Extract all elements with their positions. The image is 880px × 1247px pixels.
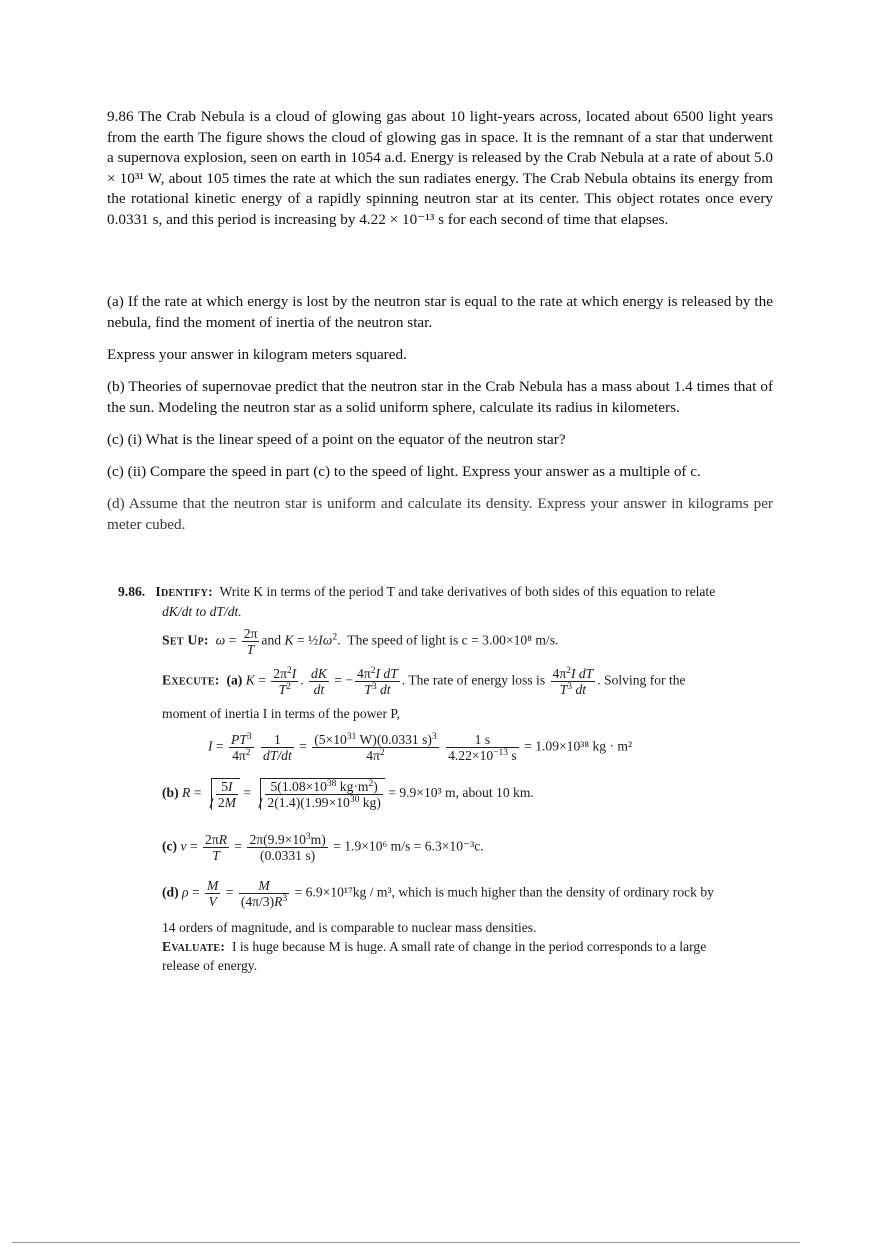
result-b: = 9.9×10³ m, about 10 km. xyxy=(388,785,534,801)
part-c-ii: (c) (ii) Compare the speed in part (c) to the speed of light. Express your answer as a multiple of c. xyxy=(107,463,701,480)
result-c: = 1.9×10⁶ m/s = 6.3×10⁻³c. xyxy=(333,838,484,854)
execute-a-text-2: Solving for the xyxy=(604,672,686,688)
part-b: (b) Theories of supernovae predict that the neutron star in the Crab Nebula has a mass about 1.4 times that of the sun. Modeling the neutron star as a solid uniform sphere, calculate its radius in kilometers. xyxy=(107,378,773,416)
solution-number: 9.86. xyxy=(118,584,146,599)
part-a: (a) If the rate at which energy is lost by the neutron star is equal to the rate at which energy is released by the nebula, find the moment of inertia of the neutron star. xyxy=(107,293,773,331)
evaluate-text-2: release of energy. xyxy=(162,958,258,973)
equation-c: (c) v = $\frac{2\pi R}{T}$ = $\frac{2\pi(9.9\times 10^3m)}{(0.0331 s)}$ = 1.9×10⁶ m/s = 6.3×10⁻³c. xyxy=(162,832,484,863)
problem-intro: 9.86 The Crab Nebula is a cloud of glowing gas about 10 light-years across, located about 6500 light years from the earth The figure shows the cloud of glowing gas in space. It is the remnant of a star that underwent a supernova explosion, seen on earth in 1054 a.d. Energy is released by the Crab Nebula at a rate of about 5.0 × 10³¹ W, about 105 times the rate at which the sun radiates energy. The Crab Nebula obtains its energy from the rotational kinetic energy of a rapidly spinning neutron star at its center. This object rotates once every 0.0331 s, and this period is increasing by 4.22 × 10⁻¹³ s for each second of time that elapses. xyxy=(107,108,773,228)
setup-text: The speed of light is c = 3.00×10⁸ m/s. xyxy=(347,632,559,648)
execute-a-line-2: moment of inertia I in terms of the power P, xyxy=(162,706,400,721)
part-d: (d) Assume that the neutron star is uniform and calculate its density. Express your answer in kilograms per meter cubed. xyxy=(107,495,773,533)
execute-a-text: The rate of energy loss is xyxy=(408,672,546,688)
evaluate-label: Evaluate: xyxy=(162,939,226,954)
part-a-unit: Express your answer in kilogram meters squared. xyxy=(107,346,407,363)
equation-d: (d) ρ = $\frac{M}{V}$ = $\frac{M}{(4\pi/3)R^3}$ = 6.9×10¹⁷kg / m³, which is much higher than the density of ordinary rock by xyxy=(162,878,714,909)
identify-text: Write K in terms of the period T and take derivatives of both sides of this equation to relate xyxy=(219,584,716,599)
result-d: = 6.9×10¹⁷kg / m³, which is much higher than the density of ordinary rock by xyxy=(294,884,714,900)
identify-line xyxy=(118,582,715,601)
evaluate-text: I is huge because M is huge. A small rate of change in the period corresponds to a large xyxy=(231,939,707,954)
equation-a: I = $\frac{PT^3}{4\pi^2}$ $\frac{1}{dT/dt}$ = $\frac{(5\times 10^{31} W)(0.0331 s)^3}{4\pi^2}$ $\frac{1 s}{4.22\times 10^{-13} s}$ = 1.09×10³⁸ kg · m² xyxy=(208,732,633,763)
setup-label: Set Up: xyxy=(162,632,209,648)
part-c-i: (c) (i) What is the linear speed of a point on the equator of the neutron star? xyxy=(107,431,566,448)
execute-label: Execute: xyxy=(162,672,220,688)
equation-b: (b) R = $\frac{5I}{2M}$ = $\frac{5(1.08\times 10^{38} kg\cdot m^2)}{2(1.4)(1.99\times 10^{30} kg)}$ = 9.9×10³ m, about 10 km. xyxy=(162,779,534,810)
evaluate-line xyxy=(162,937,706,956)
result-d-line-2: 14 orders of magnitude, and is comparable to nuclear mass densities. xyxy=(162,920,537,935)
identify-text-2: dK/dt to dT/dt. xyxy=(162,604,242,619)
setup-line: Set Up: ω = $\frac{2\pi}{T}$ and $K = \frac{1}{2}I\omega^2$. The speed of light is c = 3.00×10⁸ m/s. xyxy=(162,626,559,657)
identify-label: Identify: xyxy=(155,584,213,599)
footer-divider xyxy=(12,1242,800,1243)
execute-line: Execute: (a) K = $\frac{2\pi^2I}{T^2}$ . $\frac{dK}{dt}$ = − $\frac{4\pi^2I dT}{T^3 dt}$ . The rate of energy loss is $\frac{4\pi^2I dT}{T^3 dt}$ . Solving for the xyxy=(162,666,686,697)
result-a: = 1.09×10³⁸ kg · m² xyxy=(524,738,633,754)
